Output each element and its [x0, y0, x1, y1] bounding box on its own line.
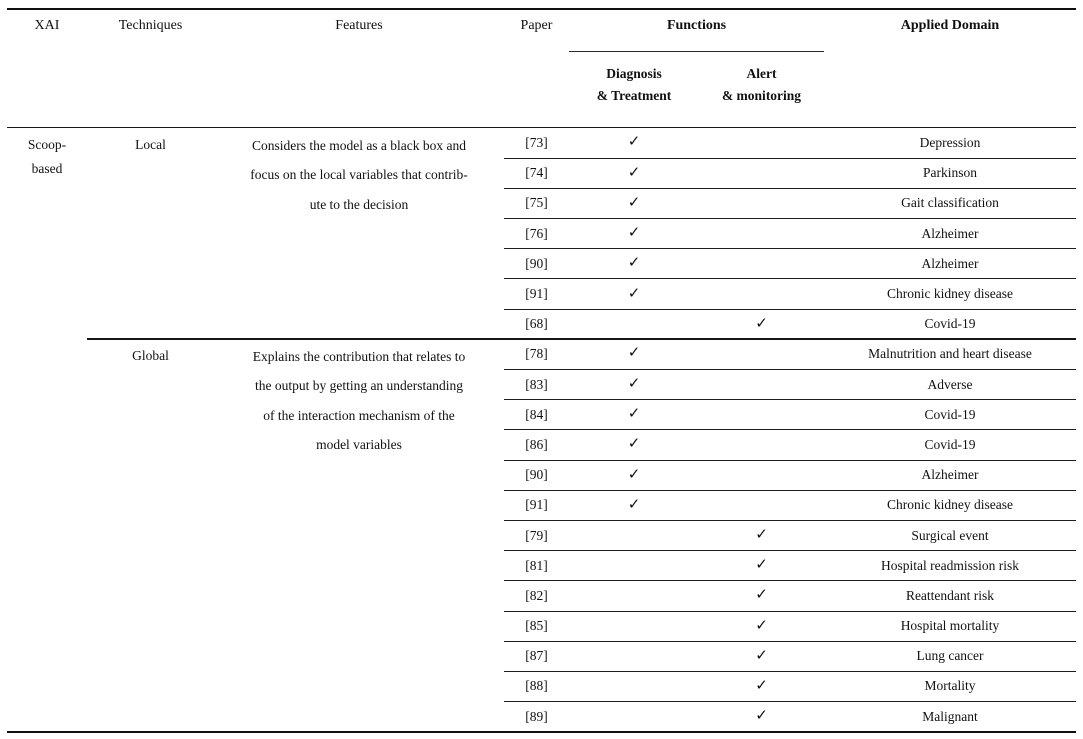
features-description-line: Considers the model as a black box and — [251, 137, 467, 153]
checkmark-icon: ✓ — [627, 345, 641, 362]
paper-citation-cell: [68] — [504, 309, 569, 339]
alert-monitoring-cell-empty — [699, 158, 824, 188]
diagnosis-treatment-cell — [569, 429, 699, 459]
paper-citation-cell: [85] — [504, 611, 569, 641]
applied-domain-cell: Malnutrition and heart disease — [868, 345, 1032, 361]
diagnosis-treatment-cell — [569, 278, 699, 308]
applied-domain-cell: Lung cancer — [824, 641, 1076, 671]
checkmark-icon: ✓ — [627, 406, 641, 423]
paper-citation-cell: [74] — [504, 158, 569, 188]
header-techniques: Techniques — [118, 18, 183, 33]
diagnosis-treatment-cell — [569, 399, 699, 429]
applied-domain-cell: Reattendant risk — [824, 580, 1076, 610]
diagnosis-treatment-cell-empty — [569, 611, 699, 641]
header-functions: Functions — [666, 18, 727, 33]
diagnosis-treatment-cell-empty — [569, 309, 699, 339]
paper-citation-cell: [89] — [504, 701, 569, 731]
applied-domain-cell: Surgical event — [824, 520, 1076, 550]
alert-monitoring-cell — [699, 641, 824, 671]
alert-monitoring-cell — [699, 580, 824, 610]
paper-citation-cell: [84] — [504, 399, 569, 429]
diagnosis-treatment-cell — [569, 369, 699, 399]
checkmark-icon: ✓ — [755, 557, 768, 574]
xai-group-cell — [7, 339, 87, 344]
diagnosis-treatment-cell — [569, 339, 699, 369]
applied-domain-cell: Parkinson — [824, 158, 1076, 188]
alert-monitoring-cell — [699, 550, 824, 580]
applied-domain-cell: Covid-19 — [824, 429, 1076, 459]
diagnosis-treatment-cell-empty — [569, 641, 699, 671]
alert-monitoring-cell-empty — [699, 490, 824, 520]
alert-monitoring-cell-empty — [699, 248, 824, 278]
alert-monitoring-cell-empty — [699, 128, 824, 158]
technique-cell-global: Global — [132, 347, 169, 363]
checkmark-icon: ✓ — [627, 225, 641, 242]
checkmark-icon: ✓ — [627, 436, 641, 453]
diagnosis-treatment-cell — [569, 158, 699, 188]
header-functions-group — [569, 10, 824, 52]
checkmark-icon: ✓ — [627, 376, 641, 393]
paper-citation-cell: [87] — [504, 641, 569, 671]
header-xai: XAI — [34, 18, 60, 33]
checkmark-icon: ✓ — [627, 194, 641, 211]
paper-citation-cell: [78] — [525, 345, 548, 361]
alert-monitoring-cell-empty — [699, 339, 824, 369]
alert-monitoring-cell-empty — [699, 429, 824, 459]
applied-domain-cell: Covid-19 — [824, 309, 1076, 339]
features-description-line: ute to the decision — [309, 196, 409, 212]
xai-review-table — [7, 8, 1076, 733]
diagnosis-treatment-cell — [569, 490, 699, 520]
features-description-line: the output by getting an understanding — [254, 378, 464, 394]
applied-domain-cell: Alzheimer — [824, 218, 1076, 248]
checkmark-icon: ✓ — [627, 496, 641, 513]
table-section-local — [7, 128, 1076, 339]
applied-domain-cell: Mortality — [824, 671, 1076, 701]
subheader-diagnosis-line1: Diagnosis — [606, 66, 662, 81]
paper-citation-cell: [81] — [504, 550, 569, 580]
applied-domain-cell: Alzheimer — [824, 460, 1076, 490]
checkmark-icon: ✓ — [627, 134, 641, 151]
alert-monitoring-cell — [699, 611, 824, 641]
diagnosis-treatment-cell — [569, 460, 699, 490]
applied-domain-cell: Adverse — [824, 369, 1076, 399]
subheader-alert-monitoring — [699, 52, 824, 127]
checkmark-icon: ✓ — [627, 164, 641, 181]
xai-group-cell — [7, 128, 87, 181]
diagnosis-treatment-cell — [569, 188, 699, 218]
features-description-cell — [214, 128, 504, 220]
alert-monitoring-cell — [699, 520, 824, 550]
applied-domain-cell: Hospital readmission risk — [824, 550, 1076, 580]
alert-monitoring-cell-empty — [699, 460, 824, 490]
paper-citation-cell: [82] — [504, 580, 569, 610]
paper-citation-cell: [73] — [525, 134, 548, 150]
paper-citation-cell: [91] — [504, 490, 569, 520]
alert-monitoring-cell-empty — [699, 278, 824, 308]
diagnosis-treatment-cell-empty — [569, 550, 699, 580]
features-description-line: model variables — [316, 437, 402, 453]
diagnosis-treatment-cell-empty — [569, 671, 699, 701]
checkmark-icon: ✓ — [755, 647, 768, 664]
xai-group-line: based — [31, 160, 63, 176]
alert-monitoring-cell — [699, 701, 824, 731]
applied-domain-cell: Hospital mortality — [824, 611, 1076, 641]
diagnosis-treatment-cell-empty — [569, 520, 699, 550]
subheader-alert-line2: & monitoring — [721, 88, 802, 103]
applied-domain-cell: Chronic kidney disease — [824, 278, 1076, 308]
applied-domain-cell: Malignant — [824, 701, 1076, 731]
features-description-line: of the interaction mechanism of the — [263, 407, 455, 423]
table-body — [7, 128, 1076, 732]
alert-monitoring-cell-empty — [699, 188, 824, 218]
diagnosis-treatment-cell — [569, 128, 699, 158]
diagnosis-treatment-cell — [569, 218, 699, 248]
alert-monitoring-cell-empty — [699, 399, 824, 429]
alert-monitoring-cell-empty — [699, 369, 824, 399]
header-paper: Paper — [520, 18, 553, 33]
applied-domain-cell: Gait classification — [824, 188, 1076, 218]
subheader-diagnosis-treatment — [569, 52, 699, 127]
paper-citation-cell: [75] — [504, 188, 569, 218]
applied-domain-cell: Covid-19 — [824, 399, 1076, 429]
paper-citation-cell: [90] — [504, 248, 569, 278]
applied-domain-cell: Chronic kidney disease — [824, 490, 1076, 520]
diagnosis-treatment-cell-empty — [569, 701, 699, 731]
applied-domain-cell: Alzheimer — [824, 248, 1076, 278]
paper-citation-cell: [91] — [504, 278, 569, 308]
table-header — [7, 10, 1076, 128]
features-description-line: focus on the local variables that contrib- — [250, 167, 468, 182]
features-description-line: Explains the contribution that relates to — [252, 348, 466, 364]
alert-monitoring-cell — [699, 671, 824, 701]
checkmark-icon: ✓ — [627, 466, 641, 483]
checkmark-icon: ✓ — [755, 677, 768, 694]
paper-citation-cell: [79] — [504, 520, 569, 550]
table-section-global — [7, 339, 1076, 731]
features-description-cell — [214, 339, 504, 460]
checkmark-icon: ✓ — [755, 315, 768, 332]
alert-monitoring-cell-empty — [699, 218, 824, 248]
paper-citation-cell: [83] — [504, 369, 569, 399]
paper-citation-cell: [88] — [504, 671, 569, 701]
checkmark-icon: ✓ — [755, 527, 768, 544]
subheader-diagnosis-line2: & Treatment — [596, 88, 672, 103]
checkmark-icon: ✓ — [755, 708, 768, 725]
checkmark-icon: ✓ — [755, 587, 768, 604]
subheader-alert-line1: Alert — [746, 66, 777, 81]
diagnosis-treatment-cell — [569, 248, 699, 278]
section-divider-rule — [87, 338, 1076, 340]
paper-citation-cell: [90] — [504, 460, 569, 490]
header-features: Features — [335, 18, 383, 33]
xai-group-line: Scoop- — [27, 136, 67, 152]
checkmark-icon: ✓ — [627, 285, 641, 302]
checkmark-icon: ✓ — [755, 617, 768, 634]
diagnosis-treatment-cell-empty — [569, 580, 699, 610]
paper-citation-cell: [86] — [504, 429, 569, 459]
header-applied-domain: Applied Domain — [900, 18, 1000, 33]
applied-domain-cell: Depression — [919, 134, 981, 150]
technique-cell-local: Local — [135, 136, 166, 152]
checkmark-icon: ✓ — [627, 255, 641, 272]
paper-citation-cell: [76] — [504, 218, 569, 248]
alert-monitoring-cell — [699, 309, 824, 339]
